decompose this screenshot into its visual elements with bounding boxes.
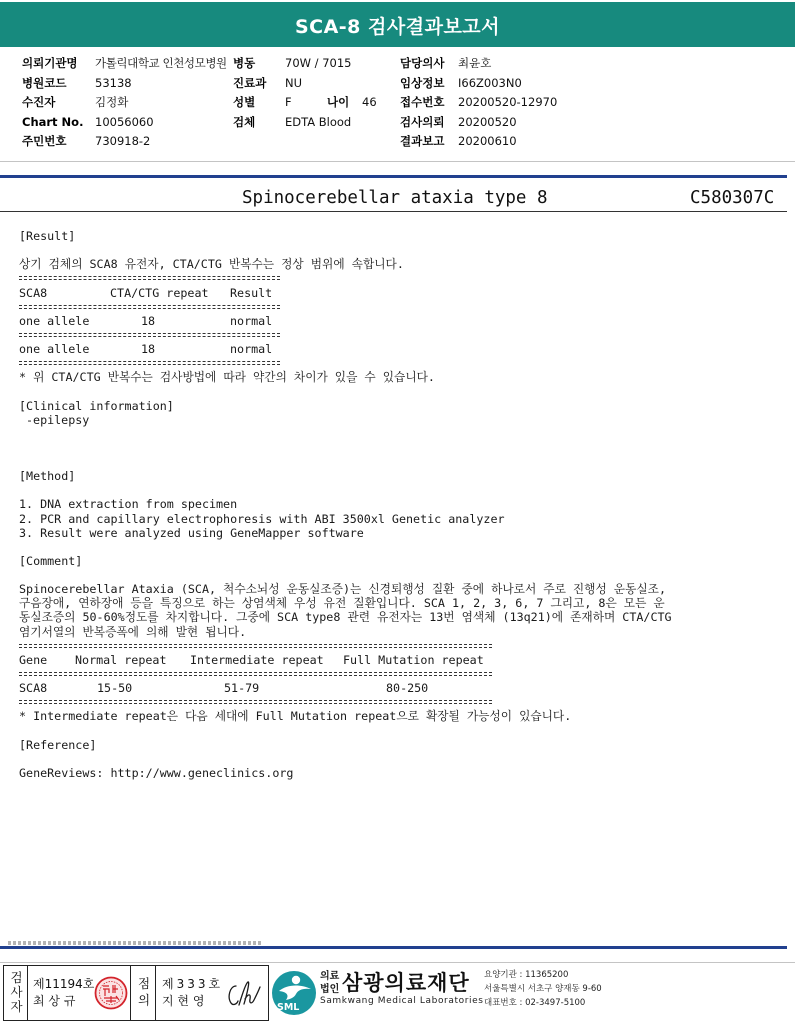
- blank-line: [19, 723, 789, 737]
- department-value: NU: [285, 76, 303, 90]
- comment-note: * Intermediate repeat은 다음 세대에 Full Mutation repeat으로 확장될 가능성이 있습니다.: [19, 709, 572, 724]
- organization-address: 서울특별시 서초구 양재동 9-60: [484, 984, 602, 994]
- footer-divider: [0, 962, 795, 963]
- comment-line: 구음장애, 연하장애 등을 특징으로 하는 상염색체 우성 유전 질환입니다. SCA 1, 2, 3, 6, 7 그리고, 8은 모든 운: [19, 596, 665, 611]
- tester-label: 검사자: [8, 971, 24, 1015]
- table-cell: 18: [141, 342, 156, 356]
- table-divider: [19, 667, 789, 681]
- table-row: [19, 681, 789, 695]
- table-divider: [19, 356, 789, 370]
- table-cell: normal: [230, 342, 273, 356]
- table-cell: 15-50: [97, 681, 133, 695]
- info-row-resident: [0, 133, 795, 149]
- table-cell: normal: [230, 313, 273, 328]
- sex-value: F: [285, 95, 292, 109]
- blank-line: [19, 540, 789, 554]
- table-cell: SCA8: [19, 681, 48, 695]
- hospital-code-value: 53138: [95, 76, 132, 90]
- info-row-patient: [0, 94, 795, 110]
- patient-label: 수진자: [22, 95, 56, 109]
- specimen-value: EDTA Blood: [285, 115, 352, 129]
- report-title: SCA-8 검사결과보고서: [294, 16, 501, 38]
- logo-text: SML: [277, 1002, 300, 1013]
- tester-seal-icon: [94, 976, 128, 1010]
- request-date-label: 검사의뢰: [400, 115, 445, 129]
- age-value: 46: [362, 95, 377, 109]
- legal-type-bottom: 법인: [320, 984, 340, 995]
- ward-label: 병동: [233, 56, 256, 70]
- department-label: 진료과: [233, 76, 267, 90]
- legal-type-top: 의료: [320, 971, 340, 982]
- chart-no-value: 10056060: [95, 115, 154, 129]
- table-row: [19, 342, 789, 356]
- reference-heading: [Reference]: [19, 737, 97, 752]
- institution-value: 가톨릭대학교 인천성모병원: [95, 56, 227, 70]
- table-header-cell: Gene: [19, 652, 48, 667]
- bottom-rule: [0, 946, 787, 949]
- table-header-cell: SCA8: [19, 285, 48, 300]
- table-header-cell: Full Mutation repeat: [343, 652, 484, 667]
- doctor-signature-icon: [225, 977, 265, 1011]
- table-cell: 80-250: [386, 681, 429, 695]
- report-body: [19, 229, 789, 780]
- blank-line: [19, 243, 789, 257]
- comment-line: Spinocerebellar Ataxia (SCA, 척수소뇌성 운동실조증)는 신경퇴행성 질환 중에 하나로서 주로 진행성 운동실조,: [19, 582, 666, 597]
- result-table-header: [19, 286, 789, 300]
- table-cell: 51-79: [224, 681, 260, 695]
- doctor-label-cell: [131, 966, 155, 1020]
- institution-label: 의뢰기관명: [22, 56, 78, 70]
- table-header-cell: CTA/CTG repeat: [110, 285, 209, 300]
- signature-box: [3, 965, 269, 1021]
- report-date-label: 결과보고: [400, 134, 445, 148]
- table-divider: [19, 328, 789, 342]
- physician-value: 최윤호: [458, 56, 492, 70]
- result-note: * 위 CTA/CTG 반복수는 검사방법에 따라 약간의 차이가 있을 수 있습니다.: [19, 370, 435, 385]
- clinical-info-label: 임상정보: [400, 76, 445, 90]
- organization-phone: 대표번호 : 02-3497-5100: [484, 998, 586, 1008]
- accession-label: 접수번호: [400, 95, 445, 109]
- clinical-item: -epilepsy: [26, 412, 90, 427]
- test-name: Spinocerebellar ataxia type 8: [242, 188, 548, 208]
- report-title-bar: [0, 2, 795, 47]
- chart-no-label: Chart No.: [22, 115, 84, 129]
- hospital-code-label: 병원코드: [22, 76, 67, 90]
- blank-line: [19, 483, 789, 497]
- info-row-institution: [0, 55, 795, 71]
- info-row-chart: [0, 114, 795, 130]
- table-header-cell: Intermediate repeat: [190, 652, 324, 667]
- method-item: 1. DNA extraction from specimen: [19, 497, 238, 512]
- request-date-value: 20200520: [458, 115, 517, 129]
- reference-item: GeneReviews: http://www.geneclinics.org: [19, 765, 294, 780]
- doctor-name: 지 현 영: [162, 994, 205, 1008]
- table-cell: one allele: [19, 313, 90, 328]
- result-heading: [Result]: [19, 229, 76, 243]
- comment-heading: [Comment]: [19, 553, 83, 568]
- report-date-value: 20200610: [458, 134, 517, 148]
- info-row-hospital-code: [0, 75, 795, 91]
- tester-label-cell: [4, 966, 27, 1020]
- table-header-cell: Normal repeat: [75, 652, 167, 667]
- result-summary: 상기 검체의 SCA8 유전자, CTA/CTG 반복수는 정상 범위에 속합니다.: [19, 257, 404, 272]
- patient-value: 김정화: [95, 95, 129, 109]
- table-cell: 18: [141, 313, 156, 328]
- resident-no-value: 730918-2: [95, 134, 151, 148]
- cell-divider: [27, 966, 28, 1020]
- table-row: [19, 314, 789, 328]
- comment-line: 동실조증의 50-60%정도를 차지합니다. 그중에 SCA type8 관련 유전자는 13번 염색체 (13q21)에 존재하며 CTA/CTG: [19, 610, 672, 625]
- organization-name: 삼광의료재단: [342, 971, 470, 995]
- repeat-table-header: [19, 653, 789, 667]
- blank-lines: [19, 427, 789, 469]
- physician-label: 담당의사: [400, 56, 445, 70]
- tester-name: 최 상 규: [33, 994, 76, 1008]
- organization-name-en: Samkwang Medical Laboratories: [320, 996, 484, 1006]
- blank-line: [19, 752, 789, 766]
- blank-line: [19, 568, 789, 582]
- age-label: 나이: [327, 95, 350, 109]
- table-divider: [19, 300, 789, 314]
- clinical-heading: [Clinical information]: [19, 398, 174, 413]
- provider-number: 요양기관 : 11365200: [484, 970, 569, 980]
- blank-line: [19, 384, 789, 398]
- cell-divider: [155, 966, 156, 1020]
- section-divider: [0, 161, 795, 162]
- doctor-label: 점의: [136, 976, 151, 1010]
- table-divider: [19, 271, 789, 285]
- method-heading: [Method]: [19, 469, 76, 484]
- ward-value: 70W / 7015: [285, 56, 352, 70]
- resident-no-label: 주민번호: [22, 134, 67, 148]
- sex-label: 성별: [233, 95, 256, 109]
- comment-line: 염기서열의 반복증폭에 의해 발현 됩니다.: [19, 624, 247, 639]
- accession-value: 20200520-12970: [458, 95, 558, 109]
- sml-logo-icon: [271, 969, 317, 1017]
- table-divider: [19, 639, 789, 653]
- top-rule: [0, 175, 787, 178]
- clinical-info-value: I66Z003N0: [458, 76, 522, 90]
- title-underline: [0, 211, 787, 212]
- table-cell: one allele: [19, 342, 90, 356]
- table-header-cell: Result: [230, 285, 273, 300]
- truncated-text-fragment: [8, 941, 263, 945]
- method-item: 3. Result were analyzed using GeneMapper software: [19, 525, 364, 540]
- specimen-label: 검체: [233, 115, 256, 129]
- method-item: 2. PCR and capillary electrophoresis with ABI 3500xl Genetic analyzer: [19, 511, 505, 526]
- tester-license: 제11194호: [33, 977, 95, 991]
- table-divider: [19, 695, 789, 709]
- test-code: C580307C: [690, 188, 775, 208]
- doctor-license: 제333호: [162, 977, 224, 991]
